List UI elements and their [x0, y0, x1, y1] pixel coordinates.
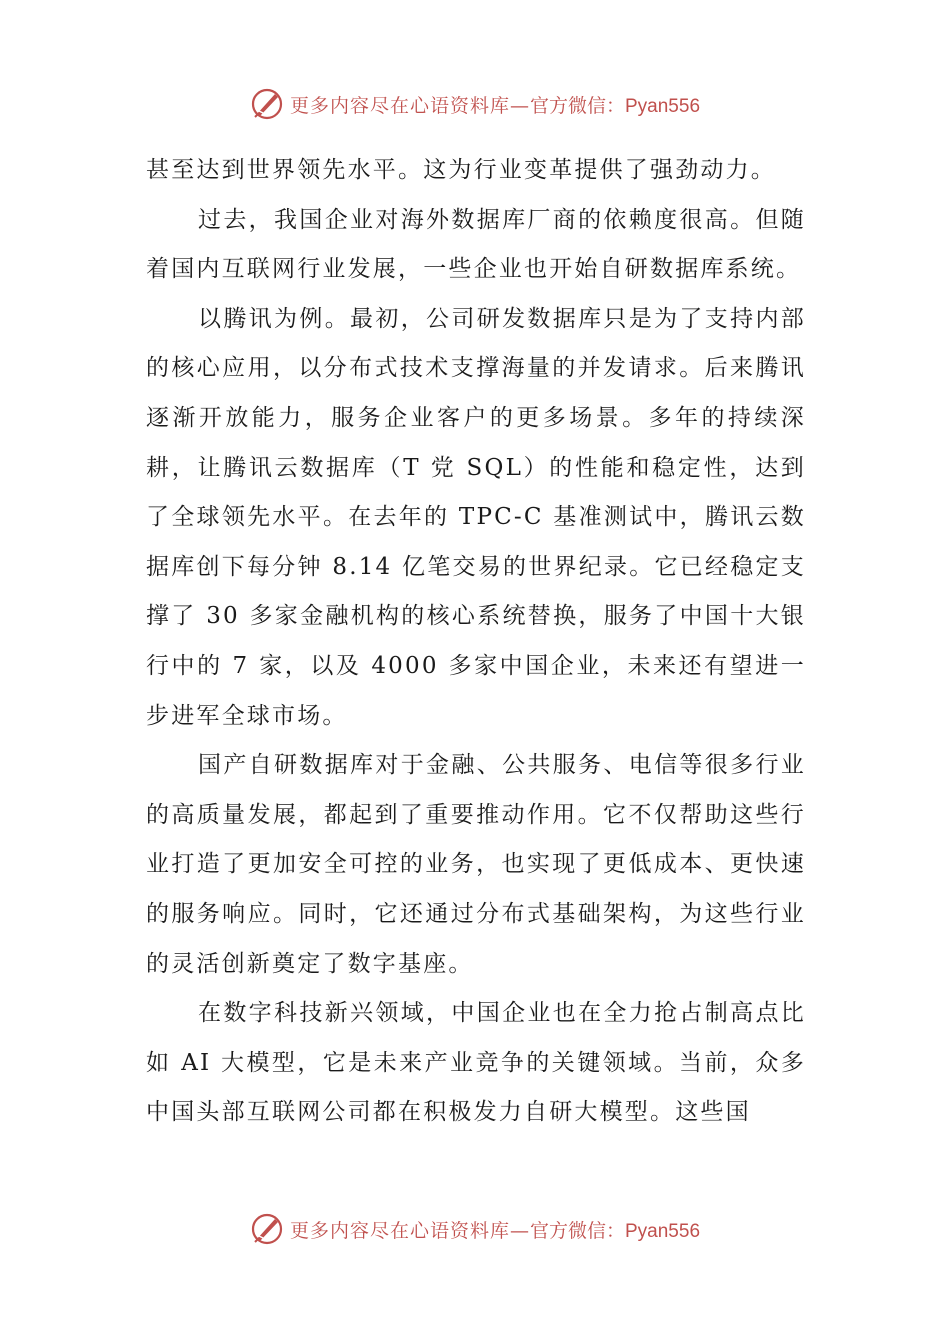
quill-pen-logo-icon	[250, 1212, 284, 1246]
watermark-wechat-text: 官方微信：Pyan556	[530, 1220, 701, 1242]
paragraph-5: 在数字科技新兴领域，中国企业也在全力抢占制高点比如 AI 大模型，它是未来产业竞争的关键领域。当前，众多中国头部互联网公司都在积极发力自研大模型。这些国	[146, 1000, 806, 1126]
paragraph-3: 以腾讯为例。最初，公司研发数据库只是为了支持内部的核心应用，以分布式技术支撑海量的并发请求。后来腾讯逐渐开放能力，服务企业客户的更多场景。多年的持续深耕，让腾讯云数据库（T 党 SQL）的性能和稳定性，达到了全球领先水平。在去年的 TPC-C 基准测试中，腾讯云数据库创下每分钟 8.14 亿笔交易的世界纪录。它已经稳定支撑了 30 多家金融机构的核心系统替换，服务了中国十大银行中的 7 家，以及 4000 多家中国企业，未来还有望进一步进军全球市场。	[146, 305, 806, 729]
paragraph-1: 甚至达到世界领先水平。这为行业变革提供了强劲动力。	[146, 157, 776, 183]
watermark-main-text: 更多内容尽在心语资料库—	[289, 1219, 530, 1242]
watermark-main-text: 更多内容尽在心语资料库—	[289, 94, 530, 117]
article-body	[146, 146, 806, 1138]
watermark-text	[290, 91, 700, 118]
quill-pen-logo-icon	[250, 87, 284, 121]
watermark-text	[290, 1216, 700, 1243]
paragraph-2: 过去，我国企业对海外数据库厂商的依赖度很高。但随着国内互联网行业发展，一些企业也开始自研数据库系统。	[146, 206, 806, 283]
paragraph-4: 国产自研数据库对于金融、公共服务、电信等很多行业的高质量发展，都起到了重要推动作用。它不仅帮助这些行业打造了更加安全可控的业务，也实现了更低成本、更快速的服务响应。同时，它还通过分布式基础架构，为这些行业的灵活创新奠定了数字基座。	[146, 752, 806, 977]
footer-watermark	[0, 1209, 950, 1249]
watermark-wechat-text: 官方微信：Pyan556	[530, 95, 701, 117]
header-watermark	[0, 84, 950, 124]
